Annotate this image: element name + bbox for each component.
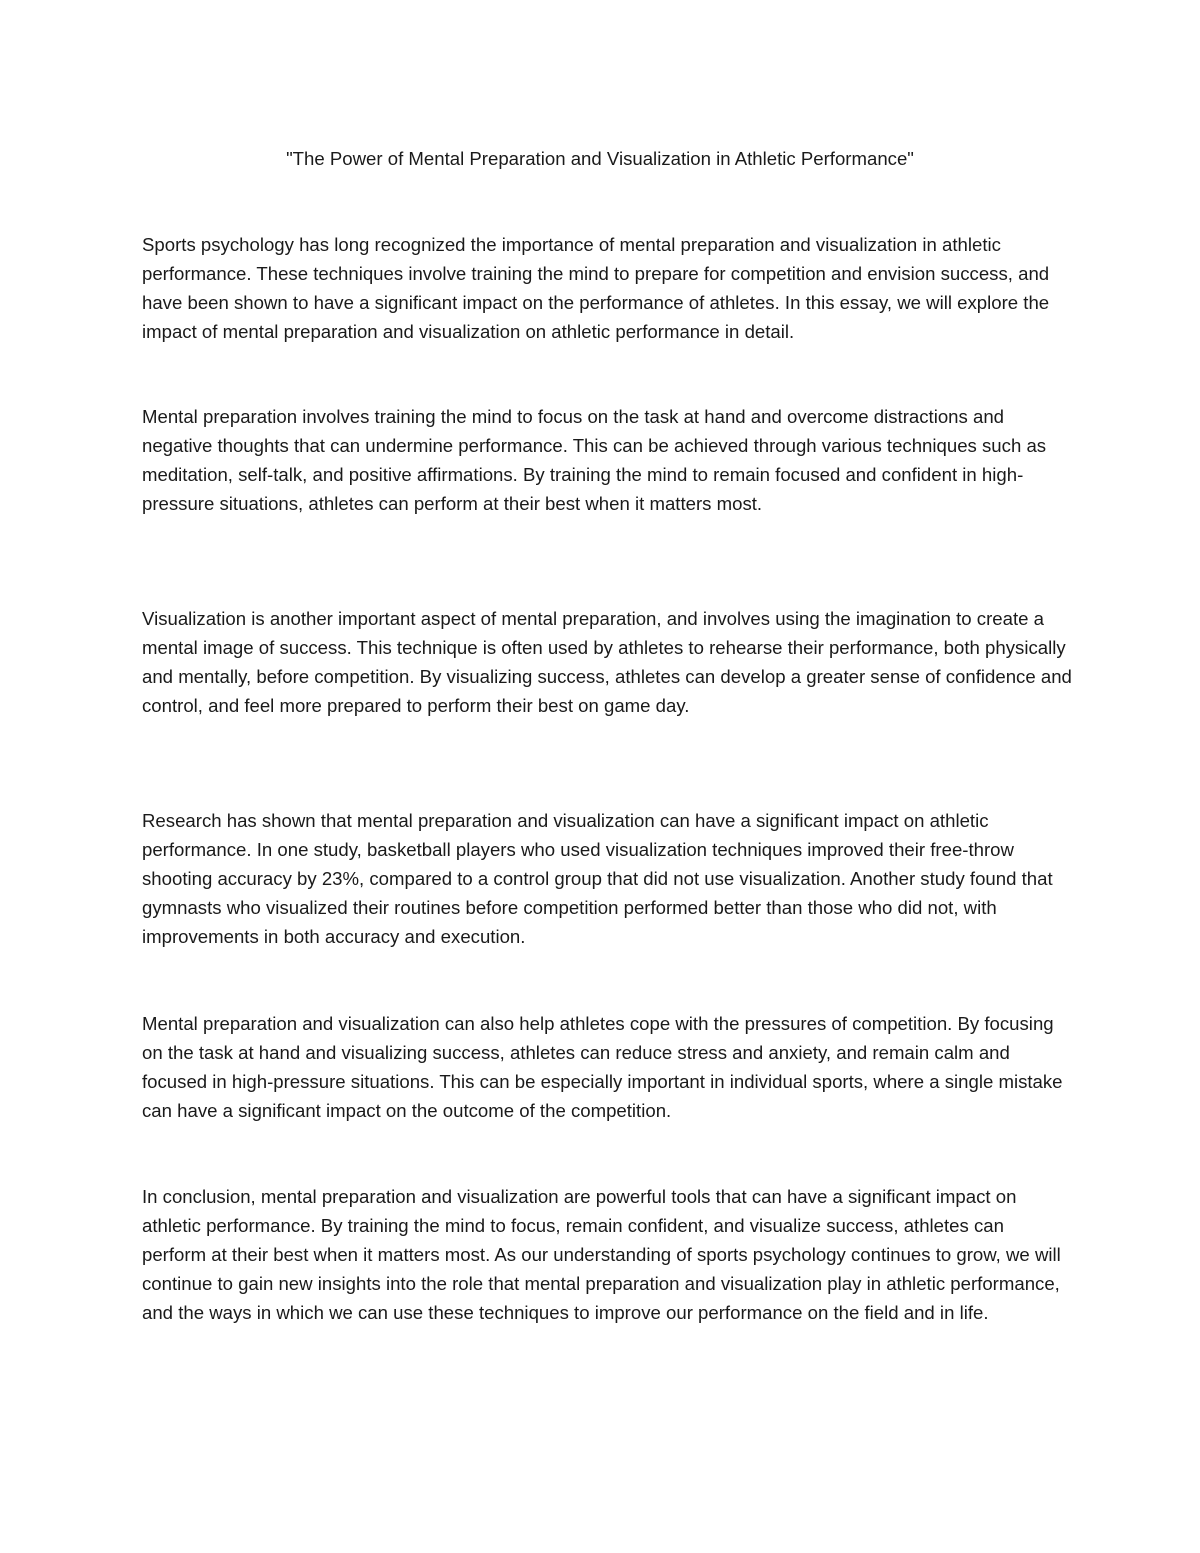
- document-title: "The Power of Mental Preparation and Visualization in Athletic Performance": [286, 148, 914, 169]
- paragraph-research: Research has shown that mental preparation and visualization can have a significant impact on athletic performance. In one study, basketball players who used visualization techniques improved their free-throw shooting accuracy by 23%, compared to a control group that did not use visualization. Another study found that gymnasts who visualized their routines before competition performed better than those who did not, with improvements in both accuracy and execution.: [142, 810, 1053, 947]
- paragraph-conclusion: In conclusion, mental preparation and visualization are powerful tools that can have a significant impact on athletic performance. By training the mind to focus, remain confident, and visualize success, athletes can perform at their best when it matters most. As our understanding of sports psychology continues to grow, we will continue to gain new insights into the role that mental preparation and visualization play in athletic performance, and the ways in which we can use these techniques to improve our performance on the field and in life.: [142, 1186, 1061, 1323]
- paragraph-introduction: Sports psychology has long recognized the importance of mental preparation and visualization in athletic performance. These techniques involve training the mind to prepare for competition and envision success, and have been shown to have a significant impact on the performance of athletes. In this essay, we will explore the impact of mental preparation and visualization on athletic performance in detail.: [142, 234, 1050, 342]
- paragraph-visualization: Visualization is another important aspect of mental preparation, and involves using the imagination to create a mental image of success. This technique is often used by athletes to rehearse their performance, both physically and mentally, before competition. By visualizing success, athletes can develop a greater sense of confidence and control, and feel more prepared to perform their best on game day.: [142, 608, 1072, 716]
- paragraph-coping-pressure: Mental preparation and visualization can also help athletes cope with the pressures of competition. By focusing on the task at hand and visualizing success, athletes can reduce stress and anxiety, and remain calm and focused in high-pressure situations. This can be especially important in individual sports, where a single mistake can have a significant impact on the outcome of the competition.: [142, 1013, 1063, 1121]
- paragraph-mental-preparation: Mental preparation involves training the mind to focus on the task at hand and overcome distractions and negative thoughts that can undermine performance. This can be achieved through various techniques such as meditation, self-talk, and positive affirmations. By training the mind to remain focused and confident in high-pressure situations, athletes can perform at their best when it matters most.: [142, 406, 1047, 514]
